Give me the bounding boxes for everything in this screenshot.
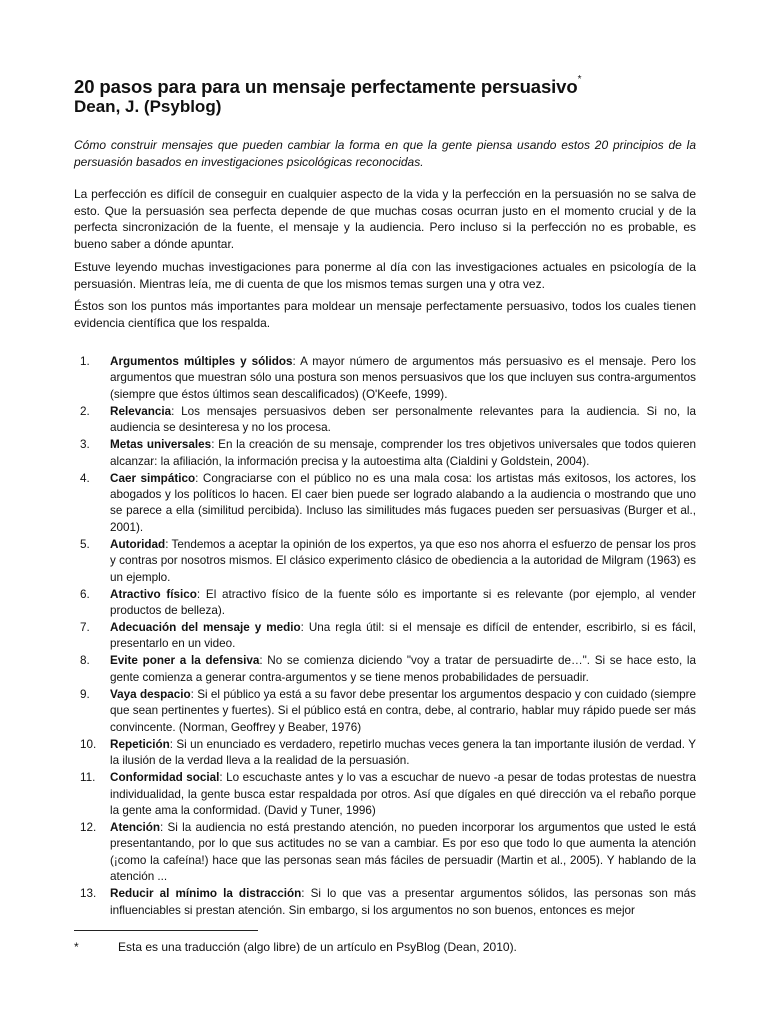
list-item xyxy=(74,437,696,470)
list-term: Vaya despacio xyxy=(110,687,191,701)
title-text: 20 pasos para para un mensaje perfectamente persuasivo xyxy=(74,76,578,98)
list-term: Conformidad social xyxy=(110,771,220,785)
list-term: Atención xyxy=(110,820,160,834)
list-text: : Una regla útil: si el mensaje es difícil de entender, escribirlo, si es fácil, presentarlo en un video. xyxy=(110,621,696,651)
list-text: : Si un enunciado es verdadero, repetirlo muchas veces genera la tan importante ilusión de verdad. Y la ilusión de la verdad lleva a la realidad de la persuasión. xyxy=(110,737,696,768)
list-number: 3. xyxy=(80,438,90,452)
abstract: Cómo construir mensajes que pueden cambiar la forma en que la gente piensa usando estos 20 principios de la persuasión basados en investigaciones psicológicas reconocidas. xyxy=(74,138,696,169)
list-term: Adecuación del mensaje y medio xyxy=(110,621,301,635)
list-text: : Si el público ya está a su favor debe presentar los argumentos despacio y con cuidado (siempre que sean pertinentes y fuertes). Si el público está en contra, debe, al contrario, hablar muy rápido puede ser más convincente. (Norman, Geoffrey y Beaber, 1976) xyxy=(110,687,696,734)
list-text: : Si lo que vas a presentar argumentos sólidos, las personas son más influenciables si prestan atención. Sin embargo, si los argumentos no son buenos, entonces es mejor xyxy=(110,887,696,917)
list-number: 9. xyxy=(80,687,90,701)
list-number: 11. xyxy=(80,771,96,785)
footnote-divider xyxy=(74,930,258,931)
list-item xyxy=(74,587,696,620)
list-number: 7. xyxy=(80,621,90,635)
list-number: 4. xyxy=(80,471,90,485)
list-item xyxy=(74,886,696,919)
list-term: Relevancia xyxy=(110,404,172,418)
list-text: : El atractivo físico de la fuente sólo es importante si es relevante (por ejemplo, al vender productos de belleza). xyxy=(110,587,696,618)
list-number: 13. xyxy=(80,887,97,901)
list-item xyxy=(74,537,696,586)
list-term: Caer simpático xyxy=(110,471,196,485)
list-item xyxy=(74,653,696,686)
list-text: : Tendemos a aceptar la opinión de los expertos, ya que eso nos ahorra el esfuerzo de pensar los pros y contras por nosotros mismos. El clásico experimento clásico de obediencia a la autoridad de Milgram (1963) es un ejemplo. xyxy=(110,537,696,584)
list-item xyxy=(74,687,696,736)
list-text: : Lo escuchaste antes y lo vas a escuchar de nuevo -a pesar de todas protestas de nuestra individualidad, la gente busca estar respaldada por otros. Así que dígales en qué dirección va el rebaño porque la gente ama la conformidad. (David y Tuner, 1996) xyxy=(110,771,696,817)
paragraph: Estuve leyendo muchas investigaciones para ponerme al día con las investigaciones actuales en psicología de la persuasión. Mientras leía, me di cuenta de que los mismos temas surgen una y otra vez. xyxy=(74,260,696,291)
list-term: Argumentos múltiples y sólidos xyxy=(110,355,293,368)
list-text: : No se comienza diciendo "voy a tratar de persuadirte de…". Si se hace esto, la gente comienza a generar contra-argumentos y se tiene menos probabilidades de persuadir. xyxy=(110,654,696,684)
list-item xyxy=(74,620,696,653)
list-term: Autoridad xyxy=(110,537,166,551)
list-item xyxy=(74,820,696,886)
principles-list xyxy=(74,354,696,920)
paragraph: Éstos son los puntos más importantes para moldear un mensaje perfectamente persuasivo, todos los cuales tienen evidencia científica que los respalda. xyxy=(74,299,696,330)
list-term: Reducir al mínimo la distracción xyxy=(110,887,302,901)
paragraph: La perfección es difícil de conseguir en cualquier aspecto de la vida y la perfección en la persuasión no se salva de esto. Que la persuasión sea perfecta depende de que muchas cosas ocurran justo en el momento crucial y de la perfecta sincronización de la fuente, el mensaje y la audiencia. Pero incluso si la perfección no es probable, es bueno saber a dónde apuntar. xyxy=(74,187,696,251)
list-text: : Congraciarse con el público no es una mala cosa: los artistas más exitosos, los actores, los abogados y los políticos lo hacen. El caer bien puede ser logrado alabando a la audiencia o mostrando que uno se parece a ella (similitud percibida). Incluso las similitudes más fugaces pueden ser persuasivas (Burger et al., 2001). xyxy=(110,471,696,534)
footnote-text: Esta es una traducción (algo libre) de un artículo en PsyBlog (Dean, 2010). xyxy=(118,940,517,954)
list-term: Metas universales xyxy=(110,438,212,452)
list-text: : Los mensajes persuasivos deben ser personalmente relevantes para la audiencia. Si no, la audiencia se desinteresa y no los procesa. xyxy=(110,404,696,435)
list-term: Evite poner a la defensiva xyxy=(110,654,260,668)
list-number: 5. xyxy=(80,537,90,551)
list-number: 2. xyxy=(80,404,90,418)
list-text: : A mayor número de argumentos más persuasivo es el mensaje. Pero los argumentos que muestran sólo una postura son menos persuasivos que los que incluyen sus contra-argumentos (siempre que éstos últimos sean descalificados) (O'Keefe, 1999). xyxy=(110,355,696,401)
list-item xyxy=(74,770,696,819)
list-text: : Si la audiencia no está prestando atención, no pueden incorporar los argumentos que usted le está presentantando, por lo que sus actitudes no se van a cambiar. Es por eso que todo lo que aumenta la atención (¡como la cafeína!) hace que las personas sean más fáciles de persuadir (Martin et al., 2005). Y hablando de la atención ... xyxy=(110,820,696,884)
list-number: 10. xyxy=(80,737,97,751)
list-term: Repetición xyxy=(110,737,170,751)
list-item xyxy=(74,404,696,437)
list-term: Atractivo físico xyxy=(110,587,197,601)
footnote-mark: * xyxy=(74,940,79,954)
footnote-reference: * xyxy=(577,74,582,85)
list-item xyxy=(74,354,696,403)
list-number: 12. xyxy=(80,820,97,834)
list-item xyxy=(74,471,696,537)
list-text: : En la creación de su mensaje, comprender los tres objetivos universales que todos quieren alcanzar: la afiliación, la información precisa y la autoestima alta (Cialdini y Goldstein, 2004). xyxy=(110,438,697,468)
list-item xyxy=(74,737,696,770)
list-number: 1. xyxy=(80,355,90,368)
list-number: 6. xyxy=(80,587,90,601)
document-author: Dean, J. (Psyblog) xyxy=(74,97,222,116)
list-number: 8. xyxy=(80,654,90,668)
